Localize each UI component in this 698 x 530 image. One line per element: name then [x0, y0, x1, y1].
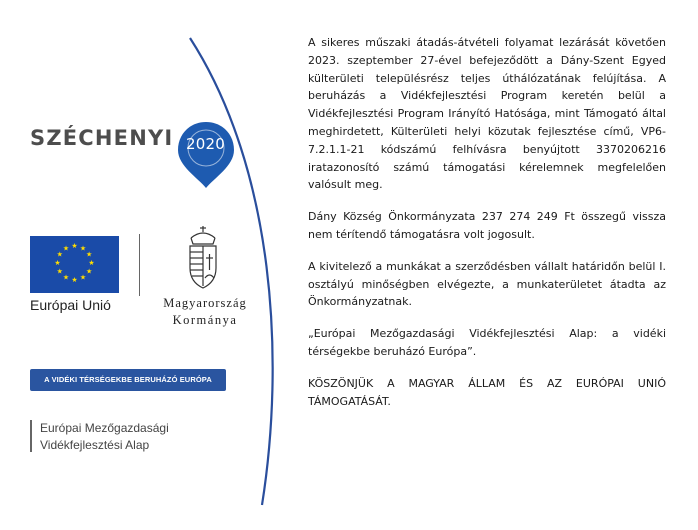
- szechenyi-year: 2020: [186, 135, 225, 153]
- announcement-text: [308, 34, 666, 424]
- paragraph-contractor: A kivitelező a munkákat a szerződésben vállalt határidőn belül I. osztályú minőségben elvégezte, a munkaterületet átadta az Önkormányzatnak.: [308, 259, 666, 309]
- coat-of-arms-icon: [183, 224, 223, 290]
- svg-text:★: ★: [79, 274, 87, 282]
- investing-europe-banner: A VIDÉKI TÉRSÉGEKBE BERUHÁZÓ EURÓPA: [30, 369, 226, 391]
- eu-stars-icon: [54, 242, 94, 284]
- fund-name-line1: Európai Mezőgazdasági: [40, 421, 169, 435]
- svg-text:★: ★: [88, 260, 95, 267]
- fund-divider: [30, 420, 32, 452]
- government-name-line1: Magyarország: [163, 296, 247, 310]
- paragraph-project-completion: A sikeres műszaki átadás-átvételi folyamat lezárását követően 2023. szeptember 27-ével befejeződött a Dány-Szent Egyed külterületi településrész teljes úthálózatának felújítása. A beruházás a Vidékfejlesztési Program keretén belül a Vidékfejlesztési Program Irányító Hatósága, mint Támogató által meghirdetett, Külterületi helyi közutak fejlesztése című, VP6-7.2.1.1-21 kódszámú felhívásra benyújtott 3370206216 iratazonosító számú támogatási kérelemnek megfelelően valósult meg.: [308, 36, 666, 192]
- eu-flag: [30, 236, 119, 293]
- svg-text:★: ★: [79, 245, 87, 253]
- svg-text:★: ★: [62, 245, 70, 253]
- paragraph-fund-quote: „Európai Mezőgazdasági Vidékfejlesztési Alap: a vidéki térségekbe beruházó Európa”.: [308, 327, 666, 358]
- svg-text:★: ★: [62, 274, 70, 282]
- svg-text:★: ★: [56, 251, 63, 259]
- government-name-line2: Kormánya: [172, 313, 238, 327]
- map-pin-icon: [176, 120, 240, 190]
- svg-text:★: ★: [71, 277, 78, 284]
- szechenyi-2020-logo: [30, 120, 240, 190]
- fund-name-line2: Vidékfejlesztési Alap: [40, 438, 150, 452]
- eu-label: Európai Unió: [30, 297, 111, 313]
- svg-text:★: ★: [86, 251, 93, 259]
- svg-text:★: ★: [54, 260, 61, 267]
- paragraph-thanks: KÖSZÖNJÜK A MAGYAR ÁLLAM ÉS AZ EURÓPAI UNIÓ TÁMOGATÁSÁT.: [308, 376, 666, 408]
- svg-text:★: ★: [56, 268, 63, 276]
- logo-divider: [139, 234, 140, 296]
- svg-text:★: ★: [71, 243, 78, 250]
- svg-text:★: ★: [86, 268, 93, 276]
- szechenyi-wordmark: SZÉCHENYI: [30, 126, 174, 150]
- paragraph-funding-amount: Dány Község Önkormányzata 237 274 249 Ft összegű vissza nem térítendő támogatásra volt jogosult.: [308, 210, 666, 241]
